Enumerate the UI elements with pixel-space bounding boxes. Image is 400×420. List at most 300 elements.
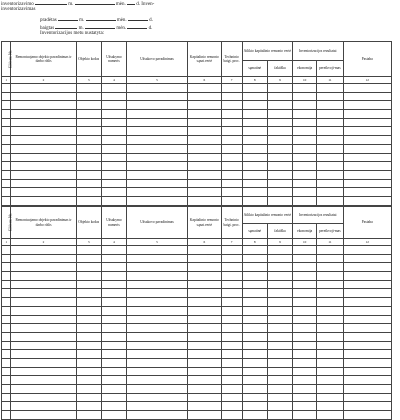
empty-cell bbox=[101, 367, 126, 376]
empty-cell bbox=[188, 306, 222, 315]
empty-cell bbox=[188, 393, 222, 402]
empty-cell bbox=[343, 118, 391, 127]
column-number: 3 bbox=[76, 77, 101, 84]
empty-cell bbox=[127, 298, 188, 307]
empty-cell bbox=[242, 272, 267, 281]
empty-cell bbox=[2, 188, 11, 197]
empty-cell bbox=[242, 263, 267, 272]
empty-cell bbox=[127, 385, 188, 394]
empty-cell bbox=[2, 153, 11, 162]
empty-cell bbox=[293, 92, 317, 101]
empty-cell bbox=[11, 127, 76, 136]
col-tech-readiness: Techninio baigt. proc. bbox=[221, 207, 242, 239]
column-number: 9 bbox=[267, 239, 292, 246]
empty-cell bbox=[242, 101, 267, 110]
table-row bbox=[2, 393, 392, 402]
col-completed-value: Atlikto kapitalinio remonto vertė bbox=[242, 42, 292, 61]
col-row-no: Eilės nr. Nr. bbox=[2, 207, 11, 239]
empty-cell bbox=[317, 254, 343, 263]
column-number: 1 bbox=[2, 239, 11, 246]
empty-cell bbox=[101, 196, 126, 205]
empty-cell bbox=[317, 170, 343, 179]
column-number: 9 bbox=[267, 77, 292, 84]
empty-cell bbox=[343, 298, 391, 307]
empty-cell bbox=[343, 254, 391, 263]
empty-cell bbox=[242, 402, 267, 411]
empty-cell bbox=[343, 188, 391, 197]
empty-cell bbox=[127, 350, 188, 359]
empty-cell bbox=[101, 358, 126, 367]
empty-cell bbox=[242, 92, 267, 101]
empty-cell bbox=[221, 110, 242, 119]
column-number-row bbox=[2, 239, 392, 246]
empty-cell bbox=[76, 254, 101, 263]
empty-cell bbox=[317, 341, 343, 350]
empty-cell bbox=[293, 162, 317, 171]
empty-cell bbox=[267, 289, 292, 298]
col-object-code: Objekto kodas bbox=[76, 207, 101, 239]
empty-cell bbox=[101, 385, 126, 394]
empty-cell bbox=[343, 84, 391, 93]
empty-cell bbox=[2, 179, 11, 188]
empty-cell bbox=[343, 110, 391, 119]
empty-cell bbox=[242, 280, 267, 289]
empty-cell bbox=[221, 411, 242, 420]
col-overspending: pereikvoji-mas bbox=[317, 224, 343, 239]
empty-cell bbox=[2, 376, 11, 385]
column-number: 5 bbox=[127, 239, 188, 246]
empty-cell bbox=[2, 263, 11, 272]
col-repair-cost: Kapitalinio remonto sąnat.vertė bbox=[188, 207, 222, 239]
empty-cell bbox=[317, 332, 343, 341]
empty-cell bbox=[2, 367, 11, 376]
empty-cell bbox=[127, 246, 188, 255]
table-row bbox=[2, 280, 392, 289]
empty-cell bbox=[242, 315, 267, 324]
empty-cell bbox=[127, 324, 188, 333]
empty-cell bbox=[221, 84, 242, 93]
table-row bbox=[2, 153, 392, 162]
empty-cell bbox=[188, 188, 222, 197]
empty-cell bbox=[76, 376, 101, 385]
empty-cell bbox=[293, 246, 317, 255]
empty-cell bbox=[267, 179, 292, 188]
empty-cell bbox=[317, 411, 343, 420]
empty-cell bbox=[221, 315, 242, 324]
empty-cell bbox=[127, 280, 188, 289]
empty-cell bbox=[127, 188, 188, 197]
empty-cell bbox=[2, 298, 11, 307]
column-number: 7 bbox=[221, 77, 242, 84]
empty-cell bbox=[76, 263, 101, 272]
col-tech-readiness: Techninio baigt. proc. bbox=[221, 42, 242, 77]
table-row bbox=[2, 332, 392, 341]
empty-cell bbox=[317, 188, 343, 197]
empty-cell bbox=[101, 341, 126, 350]
empty-cell bbox=[317, 110, 343, 119]
empty-cell bbox=[76, 315, 101, 324]
column-number: 6 bbox=[188, 77, 222, 84]
column-number: 3 bbox=[76, 239, 101, 246]
empty-cell bbox=[221, 272, 242, 281]
empty-cell bbox=[2, 411, 11, 420]
empty-cell bbox=[293, 411, 317, 420]
empty-cell bbox=[221, 188, 242, 197]
empty-cell bbox=[188, 332, 222, 341]
empty-cell bbox=[101, 289, 126, 298]
empty-cell bbox=[76, 350, 101, 359]
empty-cell bbox=[2, 385, 11, 394]
empty-cell bbox=[2, 196, 11, 205]
empty-cell bbox=[76, 280, 101, 289]
empty-cell bbox=[2, 170, 11, 179]
empty-cell bbox=[293, 358, 317, 367]
empty-cell bbox=[188, 144, 222, 153]
empty-cell bbox=[267, 332, 292, 341]
table-row bbox=[2, 170, 392, 179]
empty-cell bbox=[101, 170, 126, 179]
empty-cell bbox=[221, 306, 242, 315]
empty-cell bbox=[11, 179, 76, 188]
empty-cell bbox=[267, 272, 292, 281]
table-row bbox=[2, 306, 392, 315]
empty-cell bbox=[343, 315, 391, 324]
header-line-2: inventorizavimas bbox=[1, 7, 36, 12]
empty-cell bbox=[11, 350, 76, 359]
empty-cell bbox=[317, 376, 343, 385]
empty-cell bbox=[267, 315, 292, 324]
empty-cell bbox=[11, 411, 76, 420]
column-number: 6 bbox=[188, 239, 222, 246]
empty-cell bbox=[267, 385, 292, 394]
empty-cell bbox=[188, 84, 222, 93]
col-by-estimate: sąmatinė bbox=[242, 61, 267, 77]
start-date-line: pradėtas m. mėn. d. bbox=[40, 18, 153, 23]
empty-cell bbox=[76, 358, 101, 367]
empty-cell bbox=[293, 196, 317, 205]
col-overspending: pereikvoji-mas bbox=[317, 61, 343, 77]
table-row bbox=[2, 324, 392, 333]
empty-cell bbox=[221, 254, 242, 263]
empty-cell bbox=[127, 196, 188, 205]
empty-cell bbox=[2, 246, 11, 255]
col-customer-name: Užsakovo pavadinimas bbox=[127, 42, 188, 77]
empty-cell bbox=[242, 298, 267, 307]
table-row bbox=[2, 179, 392, 188]
empty-cell bbox=[317, 315, 343, 324]
empty-cell bbox=[317, 263, 343, 272]
empty-cell bbox=[267, 393, 292, 402]
empty-cell bbox=[188, 385, 222, 394]
empty-cell bbox=[221, 246, 242, 255]
empty-cell bbox=[267, 196, 292, 205]
empty-cell bbox=[317, 179, 343, 188]
empty-cell bbox=[11, 196, 76, 205]
empty-cell bbox=[101, 153, 126, 162]
table-row bbox=[2, 127, 392, 136]
empty-cell bbox=[188, 246, 222, 255]
table-row bbox=[2, 144, 392, 153]
empty-cell bbox=[127, 254, 188, 263]
empty-cell bbox=[242, 289, 267, 298]
empty-cell bbox=[267, 118, 292, 127]
empty-cell bbox=[188, 376, 222, 385]
empty-cell bbox=[221, 101, 242, 110]
empty-cell bbox=[76, 170, 101, 179]
empty-cell bbox=[127, 306, 188, 315]
empty-cell bbox=[317, 324, 343, 333]
empty-cell bbox=[267, 402, 292, 411]
empty-cell bbox=[11, 306, 76, 315]
empty-cell bbox=[267, 411, 292, 420]
col-completed-value: Atlikto kapitalinio remonto vertė bbox=[242, 207, 292, 224]
empty-cell bbox=[101, 101, 126, 110]
empty-cell bbox=[343, 196, 391, 205]
empty-cell bbox=[127, 393, 188, 402]
col-row-no: Eilės nr. Nr. bbox=[2, 42, 11, 77]
empty-cell bbox=[2, 341, 11, 350]
empty-cell bbox=[221, 298, 242, 307]
empty-cell bbox=[76, 289, 101, 298]
empty-cell bbox=[101, 332, 126, 341]
empty-cell bbox=[11, 315, 76, 324]
empty-cell bbox=[293, 315, 317, 324]
empty-cell bbox=[76, 298, 101, 307]
empty-cell bbox=[127, 136, 188, 145]
table-row bbox=[2, 376, 392, 385]
empty-cell bbox=[267, 376, 292, 385]
empty-cell bbox=[2, 289, 11, 298]
empty-cell bbox=[221, 385, 242, 394]
empty-cell bbox=[221, 402, 242, 411]
empty-cell bbox=[101, 402, 126, 411]
empty-cell bbox=[221, 153, 242, 162]
empty-cell bbox=[11, 367, 76, 376]
empty-cell bbox=[242, 153, 267, 162]
empty-cell bbox=[343, 92, 391, 101]
col-customer-name: Užsakovo pavadinimas bbox=[127, 207, 188, 239]
empty-cell bbox=[76, 306, 101, 315]
empty-cell bbox=[293, 101, 317, 110]
empty-cell bbox=[242, 332, 267, 341]
empty-cell bbox=[11, 393, 76, 402]
table-row bbox=[2, 84, 392, 93]
empty-cell bbox=[11, 272, 76, 281]
empty-cell bbox=[2, 324, 11, 333]
empty-cell bbox=[101, 272, 126, 281]
column-number: 7 bbox=[221, 239, 242, 246]
empty-cell bbox=[293, 272, 317, 281]
table-row bbox=[2, 402, 392, 411]
empty-cell bbox=[76, 136, 101, 145]
column-number-row bbox=[2, 77, 392, 84]
empty-cell bbox=[293, 188, 317, 197]
empty-cell bbox=[188, 254, 222, 263]
table-row bbox=[2, 162, 392, 171]
empty-cell bbox=[343, 350, 391, 359]
column-number: 4 bbox=[101, 77, 126, 84]
empty-cell bbox=[317, 280, 343, 289]
table-row bbox=[2, 289, 392, 298]
empty-cell bbox=[76, 101, 101, 110]
empty-cell bbox=[221, 263, 242, 272]
empty-cell bbox=[267, 246, 292, 255]
empty-cell bbox=[343, 289, 391, 298]
empty-cell bbox=[293, 350, 317, 359]
empty-cell bbox=[127, 411, 188, 420]
empty-cell bbox=[267, 92, 292, 101]
empty-cell bbox=[267, 280, 292, 289]
empty-cell bbox=[267, 263, 292, 272]
empty-cell bbox=[101, 162, 126, 171]
empty-cell bbox=[293, 144, 317, 153]
empty-cell bbox=[242, 144, 267, 153]
empty-cell bbox=[76, 92, 101, 101]
empty-cell bbox=[101, 298, 126, 307]
table-row bbox=[2, 246, 392, 255]
empty-cell bbox=[127, 84, 188, 93]
empty-cell bbox=[76, 84, 101, 93]
empty-cell bbox=[317, 101, 343, 110]
empty-cell bbox=[242, 162, 267, 171]
empty-cell bbox=[343, 101, 391, 110]
empty-cell bbox=[343, 170, 391, 179]
empty-cell bbox=[221, 170, 242, 179]
empty-cell bbox=[267, 127, 292, 136]
empty-cell bbox=[267, 101, 292, 110]
column-number: 10 bbox=[293, 77, 317, 84]
table-row bbox=[2, 188, 392, 197]
table-row bbox=[2, 101, 392, 110]
empty-cell bbox=[317, 350, 343, 359]
empty-cell bbox=[188, 350, 222, 359]
empty-cell bbox=[11, 385, 76, 394]
empty-cell bbox=[11, 402, 76, 411]
empty-cell bbox=[11, 144, 76, 153]
empty-cell bbox=[267, 188, 292, 197]
table-row bbox=[2, 350, 392, 359]
table-row bbox=[2, 118, 392, 127]
table-row bbox=[2, 263, 392, 272]
empty-cell bbox=[101, 127, 126, 136]
empty-cell bbox=[293, 393, 317, 402]
empty-cell bbox=[101, 376, 126, 385]
empty-cell bbox=[293, 153, 317, 162]
column-number: 4 bbox=[101, 239, 126, 246]
empty-cell bbox=[343, 272, 391, 281]
empty-cell bbox=[293, 127, 317, 136]
empty-cell bbox=[76, 411, 101, 420]
empty-cell bbox=[242, 179, 267, 188]
empty-cell bbox=[267, 341, 292, 350]
empty-cell bbox=[76, 153, 101, 162]
empty-cell bbox=[343, 393, 391, 402]
empty-cell bbox=[267, 136, 292, 145]
empty-cell bbox=[267, 144, 292, 153]
empty-cell bbox=[242, 393, 267, 402]
empty-cell bbox=[188, 118, 222, 127]
empty-cell bbox=[2, 358, 11, 367]
empty-cell bbox=[76, 341, 101, 350]
empty-cell bbox=[343, 332, 391, 341]
empty-cell bbox=[127, 289, 188, 298]
column-number: 12 bbox=[343, 77, 391, 84]
empty-cell bbox=[343, 411, 391, 420]
empty-cell bbox=[293, 332, 317, 341]
table-row bbox=[2, 254, 392, 263]
empty-cell bbox=[76, 179, 101, 188]
empty-cell bbox=[343, 376, 391, 385]
empty-cell bbox=[76, 385, 101, 394]
empty-cell bbox=[188, 127, 222, 136]
empty-cell bbox=[127, 367, 188, 376]
empty-cell bbox=[76, 110, 101, 119]
table-row bbox=[2, 110, 392, 119]
empty-cell bbox=[101, 144, 126, 153]
col-results: Inventorizacijos rezultatai bbox=[293, 42, 343, 61]
empty-cell bbox=[293, 324, 317, 333]
empty-cell bbox=[127, 162, 188, 171]
empty-cell bbox=[127, 358, 188, 367]
empty-cell bbox=[317, 385, 343, 394]
empty-cell bbox=[76, 272, 101, 281]
empty-cell bbox=[317, 367, 343, 376]
empty-cell bbox=[242, 341, 267, 350]
empty-cell bbox=[293, 118, 317, 127]
empty-cell bbox=[293, 84, 317, 93]
table-row bbox=[2, 298, 392, 307]
empty-cell bbox=[2, 101, 11, 110]
empty-cell bbox=[101, 136, 126, 145]
empty-cell bbox=[343, 402, 391, 411]
empty-cell bbox=[267, 324, 292, 333]
empty-cell bbox=[101, 393, 126, 402]
empty-cell bbox=[101, 324, 126, 333]
empty-cell bbox=[267, 350, 292, 359]
empty-cell bbox=[221, 350, 242, 359]
empty-cell bbox=[76, 402, 101, 411]
empty-cell bbox=[343, 341, 391, 350]
empty-cell bbox=[221, 280, 242, 289]
empty-cell bbox=[221, 127, 242, 136]
column-number: 8 bbox=[242, 77, 267, 84]
empty-cell bbox=[188, 179, 222, 188]
empty-cell bbox=[242, 324, 267, 333]
empty-cell bbox=[293, 110, 317, 119]
empty-cell bbox=[76, 367, 101, 376]
empty-cell bbox=[11, 110, 76, 119]
empty-cell bbox=[317, 306, 343, 315]
empty-cell bbox=[221, 289, 242, 298]
empty-cell bbox=[2, 315, 11, 324]
col-savings: ekonomija bbox=[293, 61, 317, 77]
empty-cell bbox=[343, 367, 391, 376]
empty-cell bbox=[188, 136, 222, 145]
empty-cell bbox=[2, 92, 11, 101]
empty-cell bbox=[127, 170, 188, 179]
empty-cell bbox=[11, 92, 76, 101]
empty-cell bbox=[343, 127, 391, 136]
empty-cell bbox=[267, 84, 292, 93]
empty-cell bbox=[293, 306, 317, 315]
empty-cell bbox=[293, 280, 317, 289]
empty-cell bbox=[101, 263, 126, 272]
empty-cell bbox=[221, 118, 242, 127]
empty-cell bbox=[76, 332, 101, 341]
empty-cell bbox=[343, 385, 391, 394]
empty-cell bbox=[242, 110, 267, 119]
empty-cell bbox=[188, 367, 222, 376]
